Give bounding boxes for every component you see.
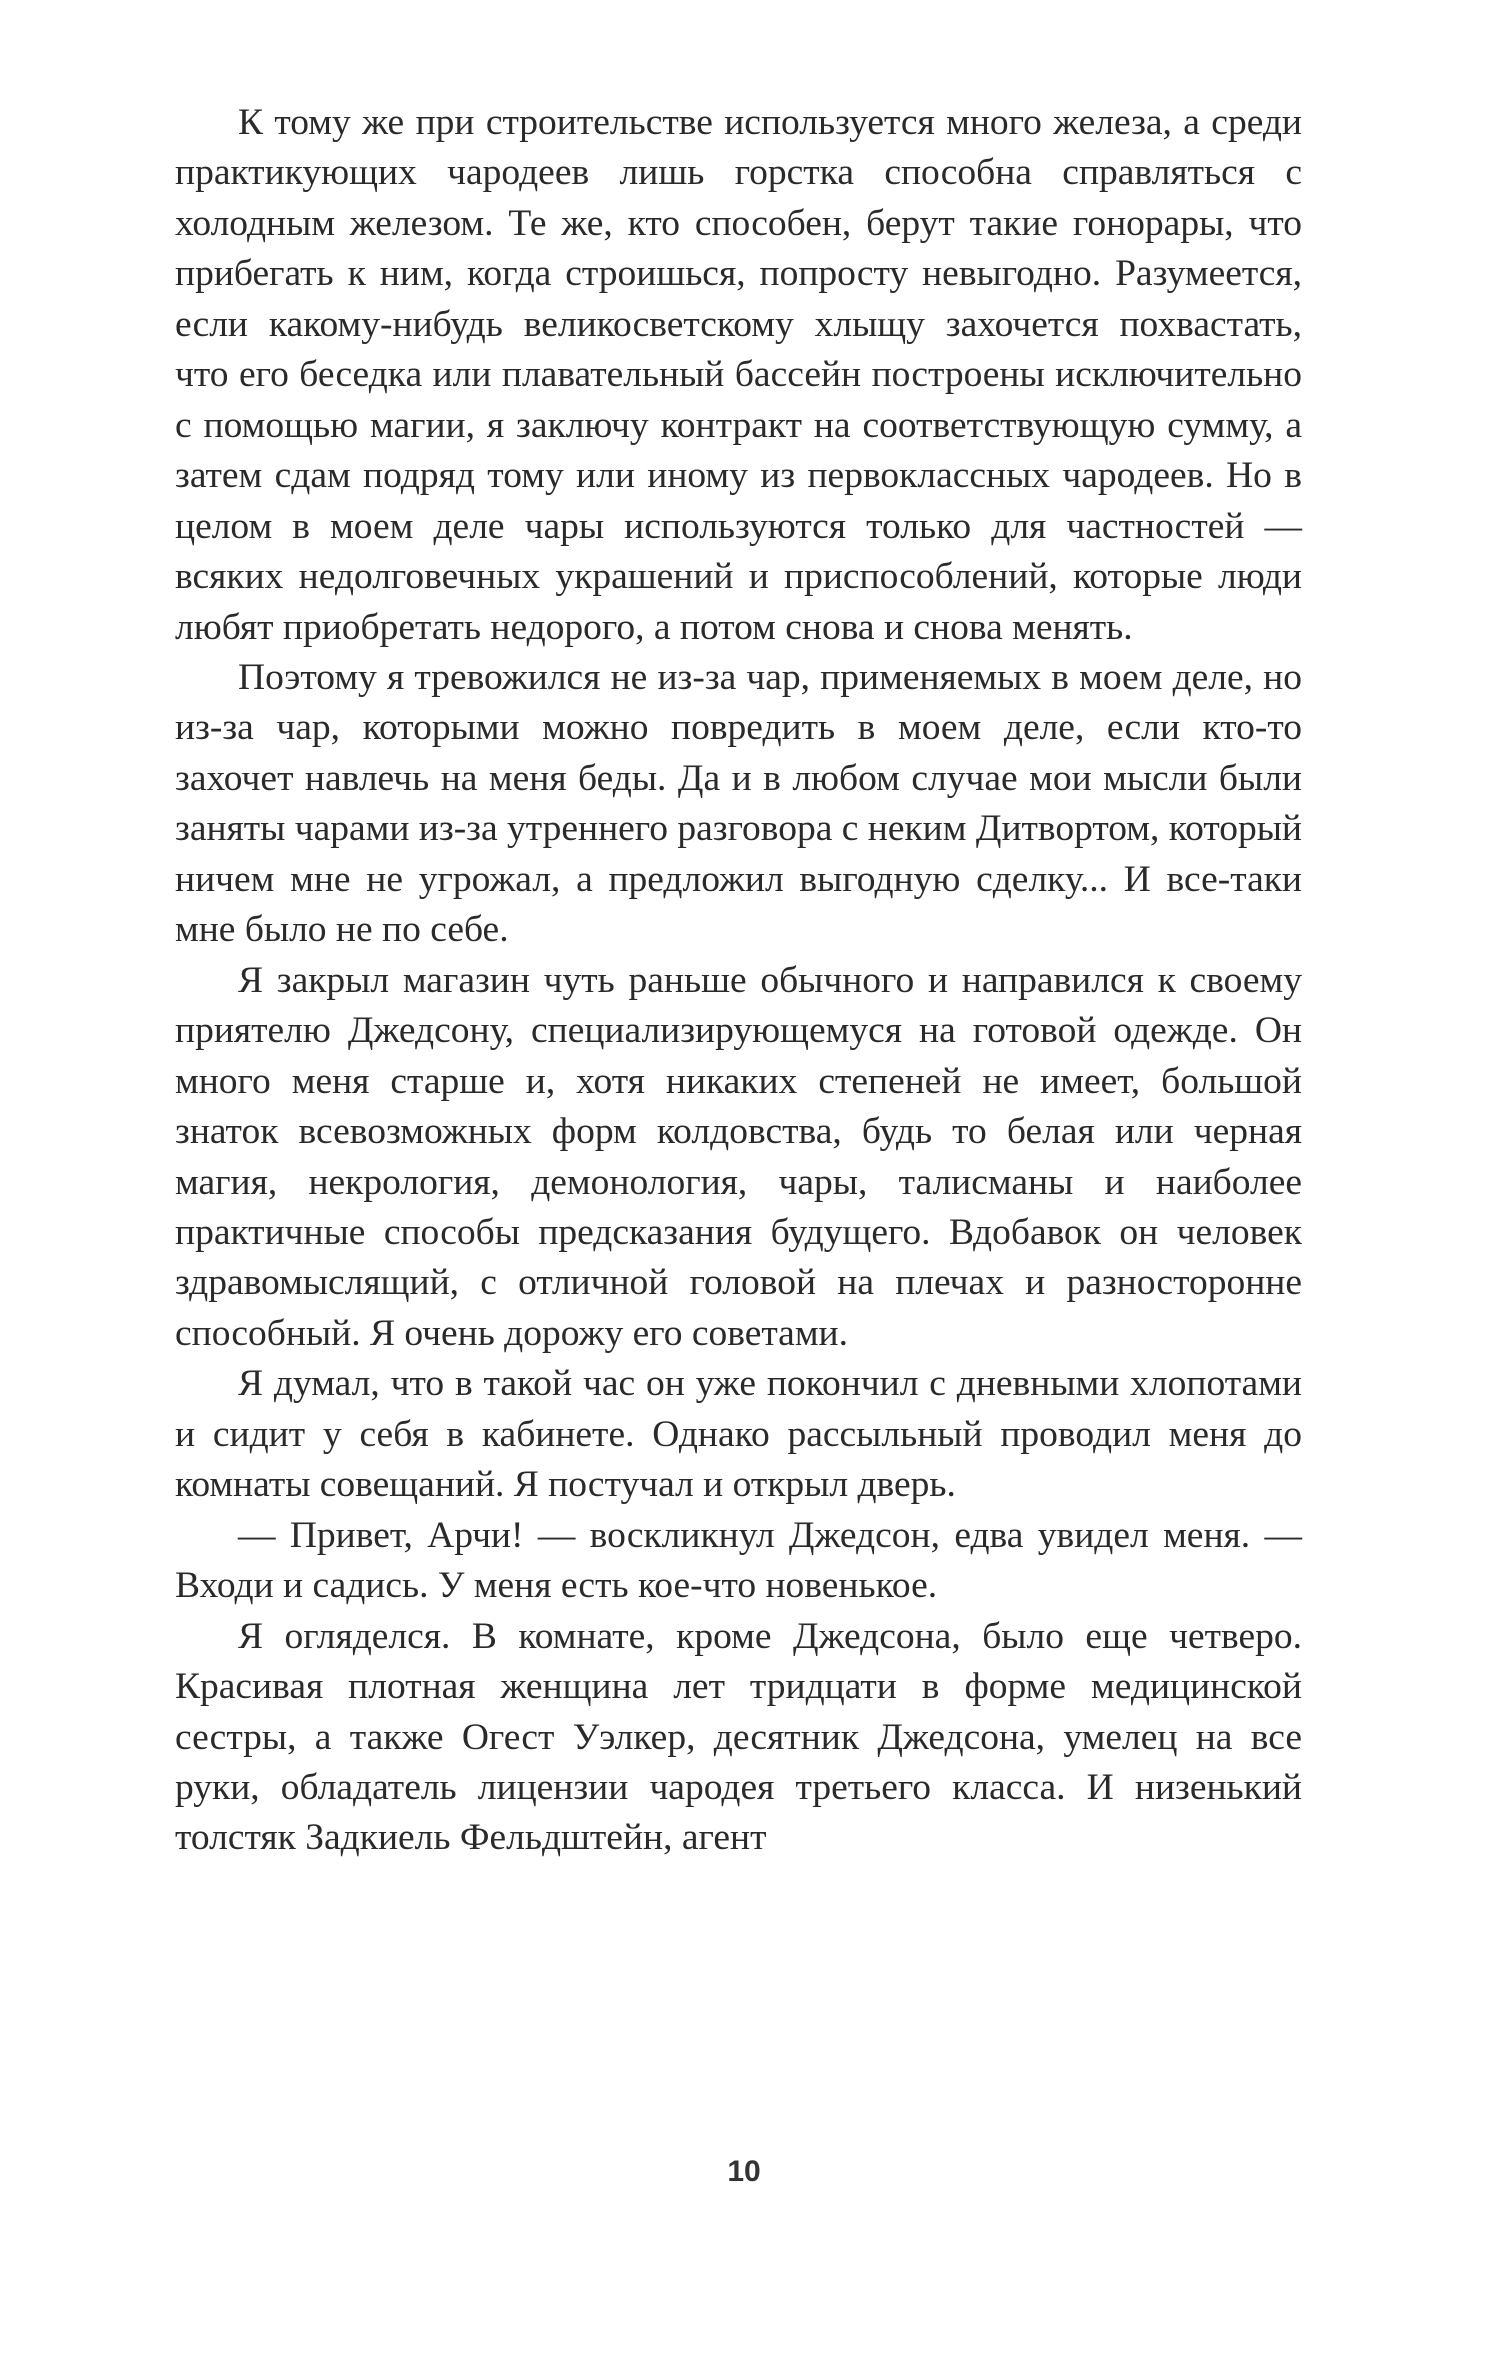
page-number: 10 (727, 2155, 761, 2188)
paragraph-1: К тому же при строительстве используется много железа, а среди практикующих чародеев лишь горстка способна справляться с холодным железом. Те же, кто способен, берут такие гонорары, что прибегать к ним, когда строишься, попросту невыгодно. Разумеется, если какому-нибудь великосветскому хлыщу захочется похвастать, что его беседка или плавательный бассейн построены исключительно с помощью магии, я заключу контракт на соответствующую сумму, а затем сдам подряд тому или иному из первоклассных чародеев. Но в целом в моем деле чары используются только для частностей — всяких недолговечных украшений и приспособлений, которые люди любят приобретать недорого, а потом снова и снова менять. (175, 102, 1302, 648)
paragraph-6: Я огляделся. В комнате, кроме Джедсона, было еще четверо. Красивая плотная женщина лет тридцати в форме медицинской сестры, а также Огест Уэлкер, десятник Джедсона, умелец на все руки, обладатель лицензии чародея третьего класса. И низенький толстяк Задкиель Фельдштейн, агент (175, 1615, 1302, 1859)
paragraph-5: — Привет, Арчи! — воскликнул Джедсон, едва увидел меня. — Входи и садись. У меня есть кое-что новенькое. (175, 1514, 1302, 1607)
body-text (175, 98, 1302, 1864)
paragraph-2: Поэтому я тревожился не из-за чар, применяемых в моем деле, но из-за чар, которыми можно повредить в моем деле, если кто-то захочет навлечь на меня беды. Да и в любом случае мои мысли были заняты чарами из-за утреннего разговора с неким Дитвортом, который ничем мне не угрожал, а предложил выгодную сделку... И все-таки мне было не по себе. (175, 656, 1302, 951)
paragraph-4: Я думал, что в такой час он уже покончил с дневными хлопотами и сидит у себя в кабинете. Однако рассыльный проводил меня до комнаты совещаний. Я постучал и открыл дверь. (175, 1363, 1302, 1506)
paragraph-3: Я закрыл магазин чуть раньше обычного и направился к своему приятелю Джедсону, специализирующемуся на готовой одежде. Он много меня старше и, хотя никаких степеней не имеет, большой знаток всевозможных форм колдовства, будь то белая или черная магия, некрология, демонология, чары, талисманы и наиболее практичные способы предсказания будущего. Вдобавок он человек здравомыслящий, с отличной головой на плечах и разносторонне способный. Я очень дорожу его советами. (175, 959, 1302, 1354)
